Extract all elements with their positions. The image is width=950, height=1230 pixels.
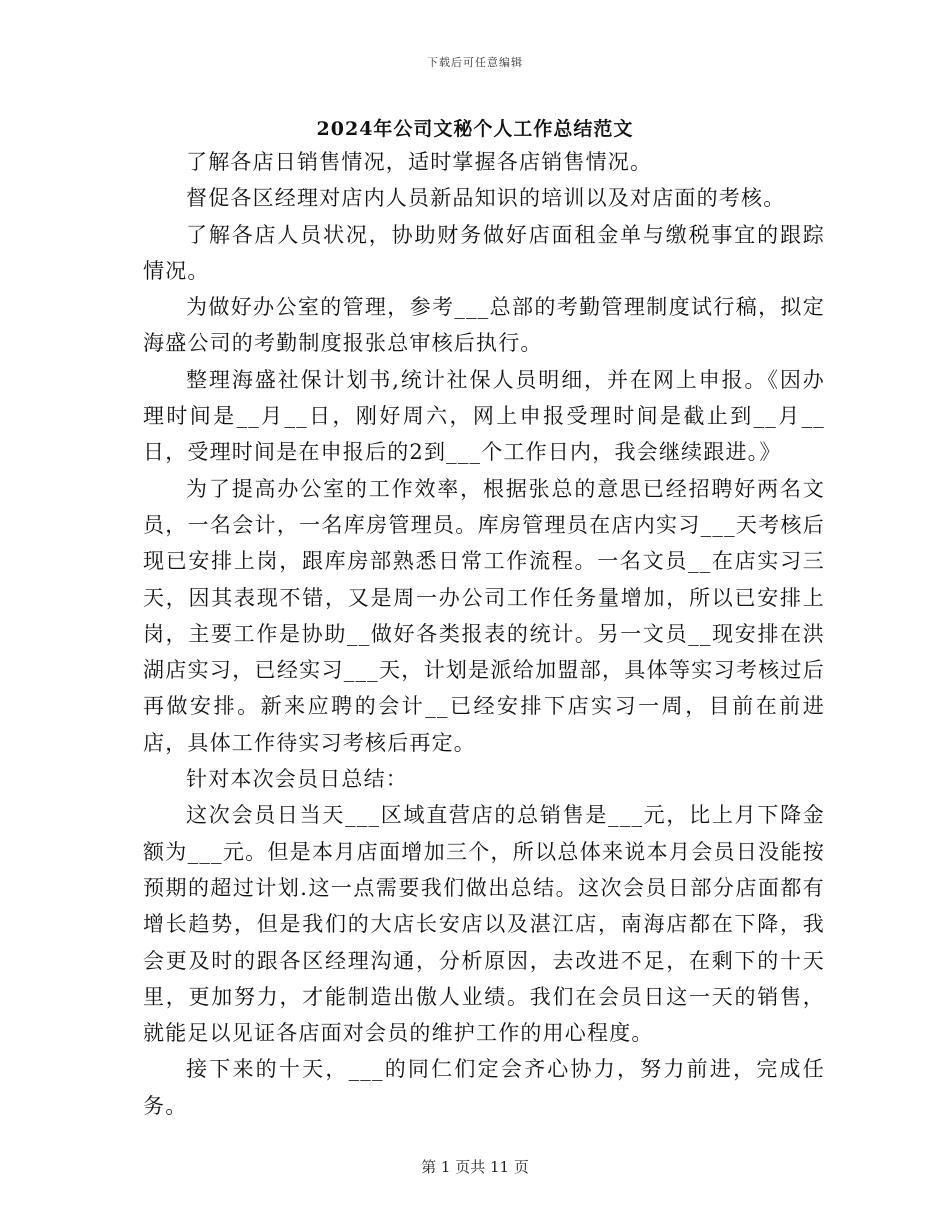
document-title: 2024年公司文秘个人工作总结范文 bbox=[316, 118, 634, 140]
paragraph-1: 了解各店日销售情况，适时掌握各店销售情况。 bbox=[186, 150, 653, 174]
paragraph-6: 为了提高办公室的工作效率，根据张总的意思已经招聘好两名文员，一名会计，一名库房管理员。库房管理员在店内实习___天考核后现已安排上岗，跟库房部熟悉日常工作流程。一名文员__在店实习三天，因其表现不错，又是周一办公司工作任务量增加，所以已安排上岗，主要工作是协助__做好各类报表的统计。另一文员__现安排在洪湖店实习，已经实习___天，计划是派给加盟部，具体等实习考核过后再做安排。新来应聘的会计__已经安排下店实习一周，目前在前进店，具体工作待实习考核后再定。 bbox=[143, 476, 825, 755]
page-number-footer: 第 1 页共 11 页 bbox=[421, 1158, 529, 1176]
header-note: 下载后可任意编辑 bbox=[427, 56, 523, 69]
paragraph-2: 督促各区经理对店内人员新品知识的培训以及对店面的考核。 bbox=[186, 186, 786, 211]
paragraph-4: 为做好办公室的管理，参考___总部的考勤管理制度试行稿，拟定海盛公司的考勤制度报张总审核后执行。 bbox=[143, 295, 825, 356]
paragraph-8: 这次会员日当天___区域直营店的总销售是___元，比上月下降金额为___元。但是本月店面增加三个，所以总体来说本月会员日没能按预期的超过计划.这一点需要我们做出总结。这次会员日部分店面都有增长趋势，但是我们的大店长安店以及湛江店，南海店都在下降，我会更及时的跟各区经理沟通，分析原因，去改进不足，在剩下的十天里，更加努力，才能制造出傲人业绩。我们在会员日这一天的销售，就能足以见证各店面对会员的维护工作的用心程度。 bbox=[143, 803, 825, 1046]
paragraph-3: 了解各店人员状况，协助财务做好店面租金单与缴税事宜的跟踪情况。 bbox=[143, 222, 825, 283]
paragraph-7: 针对本次会员日总结： bbox=[186, 767, 408, 792]
paragraph-9: 接下来的十天，___的同仁们定会齐心协力，努力前进，完成任务。 bbox=[143, 1057, 825, 1118]
paragraph-5: 整理海盛社保计划书,统计社保人员明细，并在网上申报。《因办理时间是__月__日，刚好周六，网上申报受理时间是截止到__月__日，受理时间是在申报后的2到___个工作日内，我会继续跟进。》 bbox=[143, 367, 825, 465]
document-body bbox=[143, 144, 825, 1124]
